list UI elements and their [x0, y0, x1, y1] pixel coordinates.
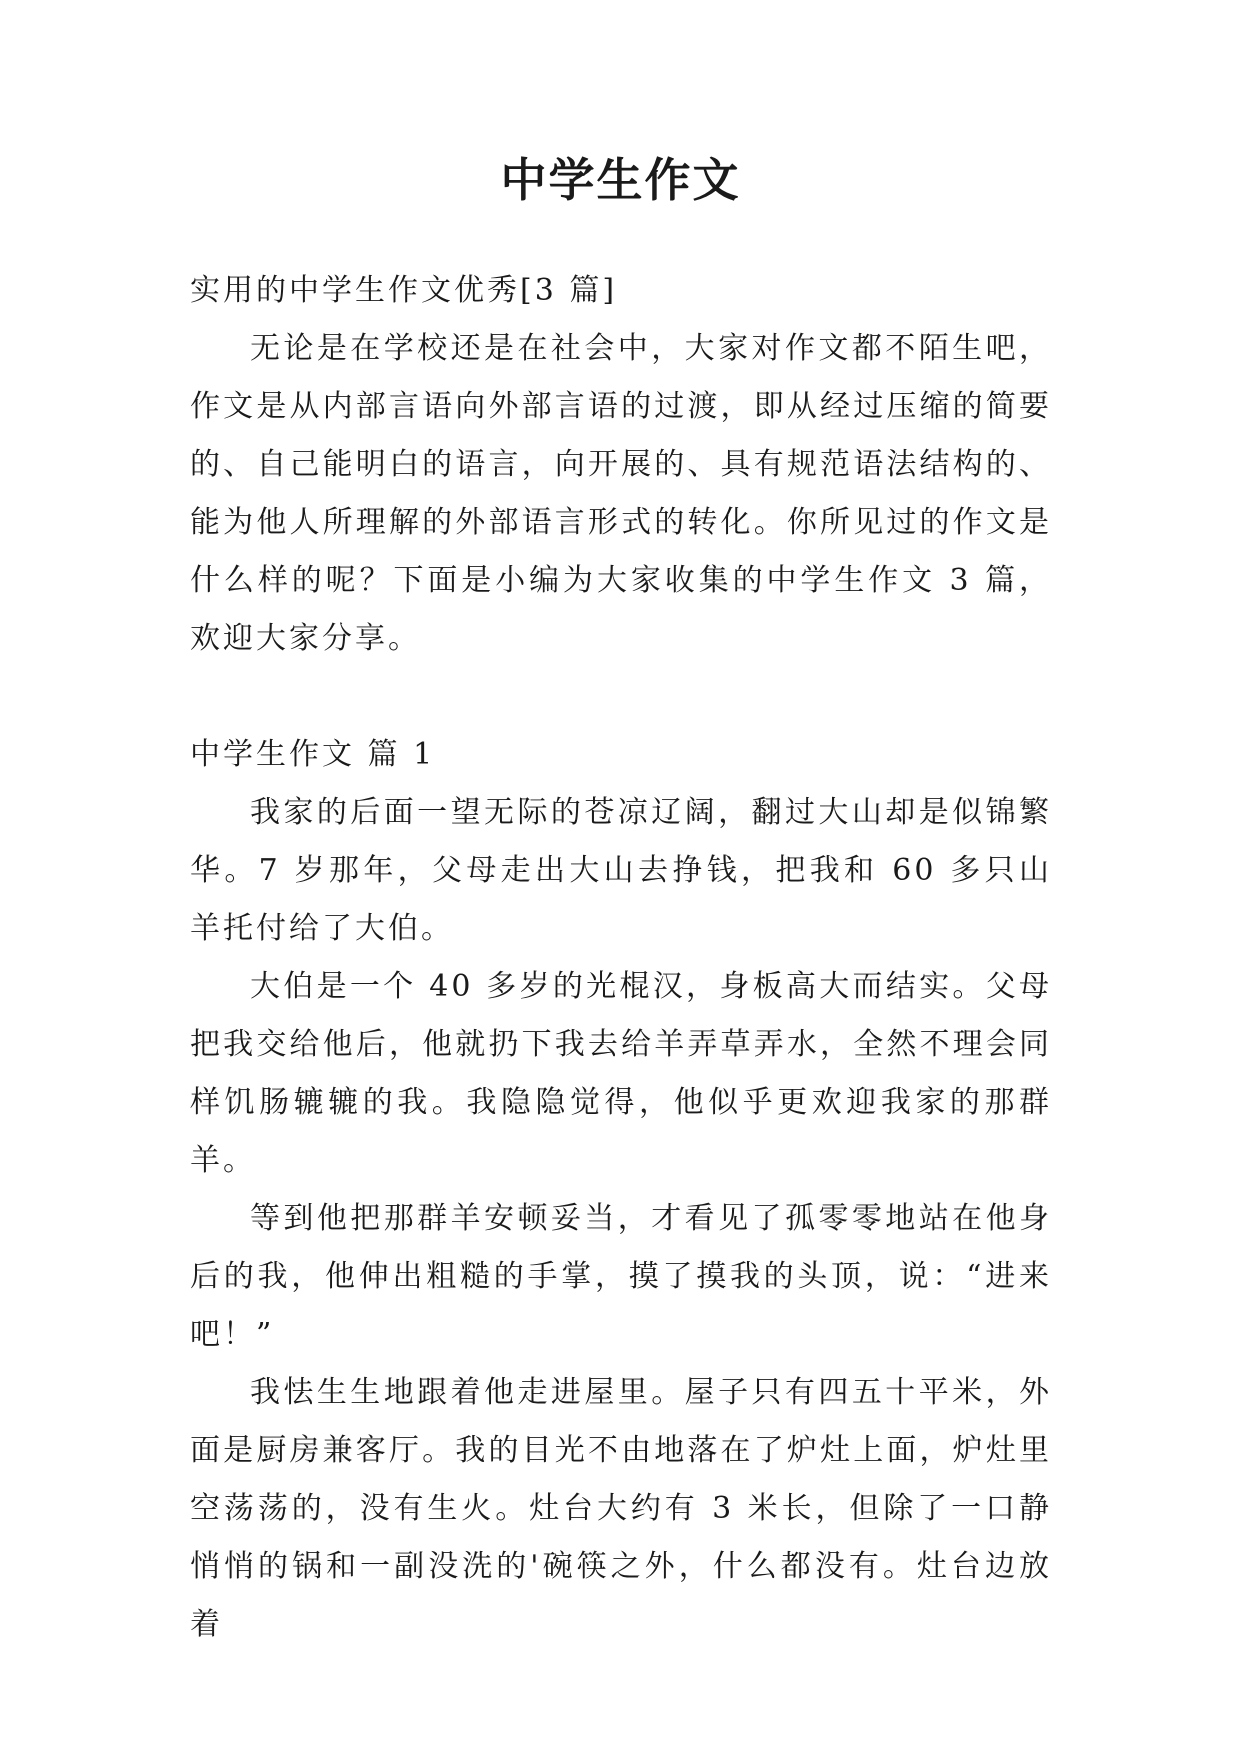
intro-paragraph: 无论是在学校还是在社会中，大家对作文都不陌生吧，作文是从内部言语向外部言语的过渡，即从经过压缩的简要的、自己能明白的语言，向开展的、具有规范语法结构的、能为他人所理解的外部语言形式的转化。你所见过的作文是什么样的呢？下面是小编为大家收集的中学生作文 3 篇，欢迎大家分享。 [190, 331, 1052, 656]
body-paragraph: 大伯是一个 40 多岁的光棍汉，身板高大而结实。父母把我交给他后，他就扔下我去给羊弄草弄水，全然不理会同样饥肠辘辘的我。我隐隐觉得，他似乎更欢迎我家的那群羊。 [190, 969, 1052, 1178]
document-body [190, 262, 1052, 1654]
body-paragraph: 等到他把那群羊安顿妥当，才看见了孤零零地站在他身后的我，他伸出粗糙的手掌，摸了摸我的头顶，说：“进来吧！” [190, 1201, 1052, 1352]
body-paragraph: 我家的后面一望无际的苍凉辽阔，翻过大山却是似锦繁华。7 岁那年，父母走出大山去挣钱，把我和 60 多只山羊托付给了大伯。 [190, 795, 1052, 946]
body-paragraph: 我怯生生地跟着他走进屋里。屋子只有四五十平米，外面是厨房兼客厅。我的目光不由地落在了炉灶上面，炉灶里空荡荡的，没有生火。灶台大约有 3 米长，但除了一口静悄悄的锅和一副没洗的'碗筷之外，什么都没有。灶台边放着 [190, 1375, 1052, 1642]
section-spacer [190, 668, 1052, 726]
document-title: 中学生作文 [500, 153, 741, 207]
document-subtitle: 实用的中学生作文优秀[3 篇] [190, 273, 618, 308]
section-heading: 中学生作文 篇 1 [190, 737, 436, 772]
